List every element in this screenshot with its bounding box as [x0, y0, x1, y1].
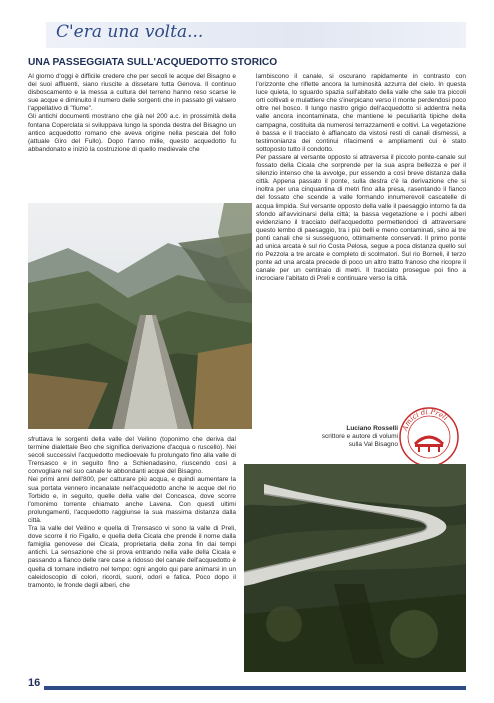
association-seal — [398, 406, 460, 468]
author-signature — [268, 425, 398, 450]
page-number: 16 — [28, 677, 41, 689]
photo-canal-bridge — [244, 464, 466, 672]
paragraph: Al giorno d'oggi è difficile credere che per secoli le acque del Bisagno e dei suoi affluenti, siano riuscite a dissetare tutta Genova. Il continuo disboscamento e la messa a cultura del terreno hanno reso scarse le sue acque e diminuito il numero delle sorgenti che in passato gli valsero l'appellativo di "fiume". — [28, 73, 236, 113]
author-name: Luciano Rosselli — [346, 425, 398, 432]
article-column-left-top — [28, 73, 236, 154]
photo-aqueduct-path — [28, 203, 252, 429]
paragraph: sfruttava le sorgenti della valle del Veilino (toponimo che deriva dal termine dialettale Beo che significa derivazione d'acqua o ruscello). Nei secoli successivi l'acquedotto medioevale fu prolungato fino alla valle di Trensasco e in seguito fino a Schienadasino, riuscendo così a convogliare nel suo canale le abbondanti acque del Bisagno. — [28, 436, 236, 476]
paragraph: lambiscono il canale, si oscurano rapidamente in contrasto con l'orizzonte che riflette ancora la luminosità azzurra del cielo. In questa luce quieta, lo sguardo spazia sull'abitato della valle che sale tra piccoli orti coltivati e mulattiere che s'inerpicano verso il monte perdendosi poco oltre nel bosco. Il lungo nastro grigio dell'acquedotto si addentra nella valle ancora incontaminata, che mantiene le peculiarità tipiche della campagna, costituita da numerosi terrazzamenti e coltivi. La vegetazione è bassa e il tracciato è affiancato da vistosi resti di canali dismessi, a testimonianza dei continui rifacimenti e ampliamenti cui è stato sottoposto tutto il condotto. — [256, 73, 466, 153]
paragraph: Gli antichi documenti mostrano che già nel 200 a.c. in prossimità della fontana Coperclata si sviluppava lungo la sponda destra del Bisagno un antico acquedotto romano che aveva origine nella pescaia del follo (attuale Giro del Fullo). Dopo l'anno mille, questo acquedotto fu abbandonato e iniziò la costruzione di quello medievale che — [28, 113, 236, 153]
author-role: scrittore e autore di volumi — [321, 433, 398, 441]
article-column-right — [256, 73, 466, 283]
section-title: C'era una volta... — [56, 22, 204, 42]
paragraph: Tra la valle del Veilino e quella di Trensasco vi sono la valle di Preli, dove scorre il rio Figallo, e quella della Cicala che prende il nome dalla famiglia genovese dei Cicala, proprietaria della zona fin dai tempi antichi. La sensazione che si prova entrando nella valle della Cicala e passando a fianco delle rare case a ridosso del canale dell'acquedotto è quella di tornare indietro nel tempo: ogni angolo qui pare animarsi in un caleidoscopio di colori, ricordi, suoni, odori e fatica. Poco dopo il tramonto, le fronde degli alberi, che — [28, 525, 236, 589]
paragraph: Nei primi anni dell'800, per catturare più acqua, e quindi aumentare la sua portata vennero incanalate nell'acquedotto anche le acque del rio Torbido e, in seguito, quelle della valle del Concasca, dove scorre l'omonimo torrente chiamato anche Lavena. Con questi ultimi prolungamenti, l'acquedotto raggiunse la sua massima distanza dalla città. — [28, 476, 236, 524]
author-place: sulla Val Bisagno — [348, 441, 398, 449]
svg-text:Amici di Preli: Amici di Preli — [400, 407, 450, 432]
paragraph: Per passare al versante opposto si attraversa il piccolo ponte-canale sul fossato della Cicala che sorprende per la sua aspra bellezza e per il silenzio intenso che la avvolge, pur essendo a così breve distanza dalla città. Appena passato il ponte, sulla destra c'è la derivazione che si inoltra per una cinquantina di metri fino alla presa, rasentando il fianco del fossato che scende a valle formando innumerevoli cascatelle di acqua limpida. Sul versante opposto della valle il paesaggio intorno fa da sfondo all'avvicinarsi della città; la bassa vegetazione e i pochi alberi evidenziano il tracciato dell'acquedotto permettendoci di attraversare questo lembo di paesaggio, tra i più belli e meno contaminati, sino ai tre ponti canali che si susseguono, ottimamente conservati. Il primo ponte ad unica arcata è sul rio Costa Pelosa, segue a poca distanza quello sul rio Pezzola a tre arcate e completo di scolmatori. Sul rio Borneli, il terzo ponte ad una arcata precede di poco un altro tratto franoso che ricopre il canale per un centinaio di metri. Il tracciato prosegue poi fino a incrociare l'abitato di Preli e continuare verso la città. — [256, 153, 466, 283]
article-title: UNA PASSEGGIATA SULL'ACQUEDOTTO STORICO — [28, 57, 278, 68]
article-column-left-bottom — [28, 436, 236, 590]
footer-rule — [44, 686, 466, 690]
